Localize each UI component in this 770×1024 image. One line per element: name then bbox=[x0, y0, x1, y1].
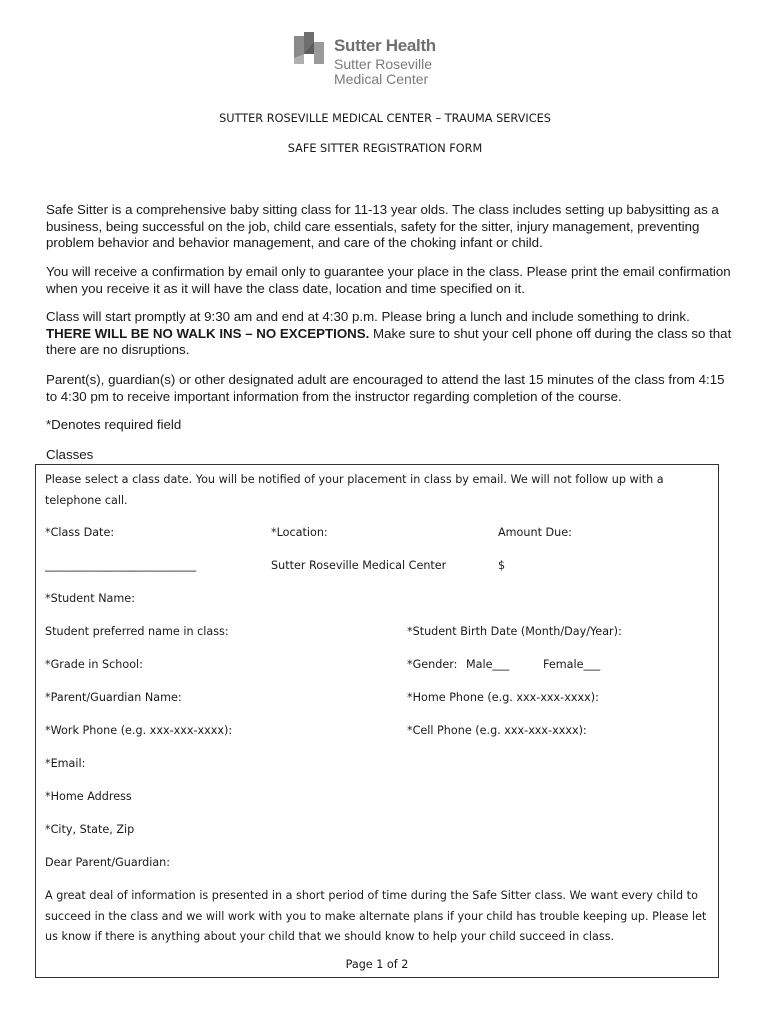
intro-paragraph-3 bbox=[46, 309, 736, 359]
gender-female-option[interactable]: Female___ bbox=[543, 658, 601, 671]
class-date-field[interactable]: ___________________________ bbox=[45, 559, 197, 572]
amount-due-field[interactable]: $ bbox=[498, 559, 506, 572]
intro-paragraph-2: You will receive a confirmation by email only to guarantee your place in the class. Please print the email confirmation when you receive it as it will have the class date, location and time specified on it. bbox=[46, 264, 731, 296]
class-time-text: Class will start promptly at 9:30 am and end at 4:30 p.m. Please bring a lunch and include something to drink. bbox=[46, 309, 690, 324]
gender-male-option[interactable]: Male___ bbox=[466, 658, 510, 671]
salutation: Dear Parent/Guardian: bbox=[45, 856, 171, 869]
preferred-name-field[interactable]: Student preferred name in class: bbox=[45, 625, 229, 638]
cell-phone-field[interactable]: *Cell Phone (e.g. xxx-xxx-xxxx): bbox=[407, 724, 587, 737]
logo-line-1: Sutter Roseville bbox=[334, 56, 433, 72]
logo-brand-text: Sutter Health bbox=[334, 36, 436, 55]
logo-line-2: Medical Center bbox=[334, 71, 429, 87]
grade-field[interactable]: *Grade in School: bbox=[45, 658, 143, 671]
amount-due-label: Amount Due: bbox=[498, 526, 572, 539]
home-phone-field[interactable]: *Home Phone (e.g. xxx-xxx-xxxx): bbox=[407, 691, 599, 704]
home-address-field[interactable]: *Home Address bbox=[45, 790, 132, 803]
intro-paragraph-1: Safe Sitter is a comprehensive baby sitting class for 11-13 year olds. The class includes setting up babysitting as a business, being successful on the job, child care essentials, safety for the sitter, injury management, preventing problem behavior and behavior management, and care of the choking infant or child. bbox=[46, 202, 719, 250]
gender-label: *Gender: bbox=[407, 658, 458, 671]
cell-phone-text: Make sure to shut your cell phone off during the class so that there are no disruptions. bbox=[46, 325, 732, 357]
sutter-health-logo bbox=[290, 28, 465, 90]
closing-paragraph: A great deal of information is presented in a short period of time during the Safe Sitter class. We want every child to succeed in the class and we will work with you to make alternate plans if your child has trouble keeping up. Please let us know if there is anything about your child that we should know to help your child succeed in class. bbox=[45, 889, 707, 943]
location-value: Sutter Roseville Medical Center bbox=[271, 559, 447, 572]
intro-paragraph-4: Parent(s), guardian(s) or other designated adult are encouraged to attend the last 15 minutes of the class from 4:15 to 4:30 pm to receive important information from the instructor regarding completion of the course. bbox=[46, 372, 725, 404]
form-title: SAFE SITTER REGISTRATION FORM bbox=[287, 142, 483, 155]
document-title: SUTTER ROSEVILLE MEDICAL CENTER – TRAUMA SERVICES bbox=[219, 112, 551, 125]
work-phone-field[interactable]: *Work Phone (e.g. xxx-xxx-xxxx): bbox=[45, 724, 233, 737]
classes-section-label: Classes bbox=[46, 447, 94, 462]
location-label: *Location: bbox=[271, 526, 328, 539]
student-name-field[interactable]: *Student Name: bbox=[45, 592, 135, 605]
birth-date-field[interactable]: *Student Birth Date (Month/Day/Year): bbox=[407, 625, 622, 638]
email-field[interactable]: *Email: bbox=[45, 757, 86, 770]
parent-guardian-name-field[interactable]: *Parent/Guardian Name: bbox=[45, 691, 182, 704]
required-field-note: *Denotes required field bbox=[46, 417, 182, 432]
form-instructions: Please select a class date. You will be notified of your placement in class by email. We will not follow up with a telephone call. bbox=[45, 473, 664, 507]
city-state-zip-field[interactable]: *City, State, Zip bbox=[45, 823, 135, 836]
registration-form-box bbox=[35, 464, 719, 978]
no-walk-ins-warning: THERE WILL BE NO WALK INS – NO EXCEPTIONS. bbox=[46, 325, 370, 341]
class-date-label: *Class Date: bbox=[45, 526, 115, 539]
page-number: Page 1 of 2 bbox=[345, 958, 409, 971]
sutter-health-logo-icon bbox=[290, 30, 330, 70]
